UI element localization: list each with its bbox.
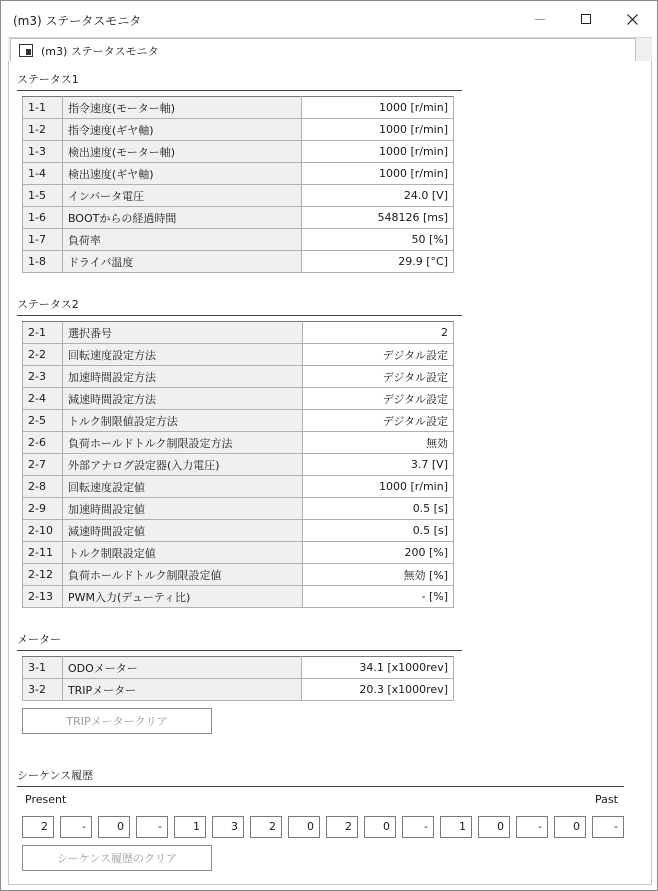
table-row [23,476,454,498]
tab-label: (m3) ステータスモニタ [41,44,159,58]
sequence-history-cell: 2 [22,816,54,838]
sequence-history-cell: 0 [288,816,320,838]
status2-title: ステータス2 [17,298,79,311]
item-value: 20.3 [x1000rev] [302,679,454,701]
item-value: 1000 [r/min] [302,97,454,119]
item-label: 回転速度設定値 [62,476,302,498]
item-label: ODOメーター [62,657,301,679]
item-value: 24.0 [V] [302,185,454,207]
item-number: 1-5 [23,185,63,207]
meter-title: メーター [17,633,61,646]
table-row [23,520,454,542]
item-value: デジタル設定 [302,388,454,410]
item-number: 1-3 [23,141,63,163]
table-row [23,498,454,520]
status2-rule [17,315,462,316]
present-label: Present [25,793,67,806]
item-number: 2-8 [23,476,63,498]
item-label: トルク制限値設定方法 [62,410,302,432]
table-row [23,679,454,701]
table-row [23,207,454,229]
maximize-icon [581,14,591,24]
sequence-history-cell: - [402,816,434,838]
item-number: 3-2 [23,679,63,701]
item-value: 無効 [302,432,454,454]
sequence-history-cell: 3 [212,816,244,838]
item-label: 加速時間設定方法 [62,366,302,388]
item-label: 指令速度(モーター軸) [62,97,301,119]
item-number: 2-6 [23,432,63,454]
item-value: 50 [%] [302,229,454,251]
close-icon [627,14,638,25]
table-row [23,657,454,679]
item-label: インバータ電圧 [62,185,301,207]
sequence-history-cell: 1 [440,816,472,838]
item-value: 0.5 [s] [302,498,454,520]
item-number: 1-2 [23,119,63,141]
title-bar [1,1,657,37]
sequence-history-cell: - [592,816,624,838]
window-title: (m3) ステータスモニタ [13,14,142,28]
minimize-icon [535,19,545,20]
item-label: 指令速度(ギヤ軸) [62,119,301,141]
item-value: 34.1 [x1000rev] [302,657,454,679]
meter-rule [17,650,462,651]
maximize-button[interactable] [563,1,609,37]
item-label: 負荷ホールドトルク制限設定値 [62,564,302,586]
item-label: 選択番号 [62,322,302,344]
item-value: デジタル設定 [302,344,454,366]
sequence-history-clear-button[interactable]: シーケンス履歴のクリア [22,845,212,871]
sequence-history-cell: - [60,816,92,838]
minimize-button[interactable] [517,1,563,37]
item-number: 1-8 [23,251,63,273]
item-value: デジタル設定 [302,410,454,432]
item-label: 回転速度設定方法 [62,344,302,366]
item-label: PWM入力(デューティ比) [62,586,302,608]
status1-table [22,96,454,273]
item-label: 負荷ホールドトルク制限設定方法 [62,432,302,454]
tab-bar [8,37,652,61]
item-label: BOOTからの経過時間 [62,207,301,229]
sequence-history-cell: 2 [326,816,358,838]
table-row [23,141,454,163]
table-row [23,97,454,119]
item-value: 1000 [r/min] [302,119,454,141]
item-number: 2-4 [23,388,63,410]
sequence-history-cell: 1 [174,816,206,838]
item-number: 2-10 [23,520,63,542]
sequence-history-cell: 0 [554,816,586,838]
item-label: TRIPメーター [62,679,301,701]
sequence-history-cell: 0 [98,816,130,838]
item-value: デジタル設定 [302,366,454,388]
table-row [23,344,454,366]
item-label: 負荷率 [62,229,301,251]
item-label: 減速時間設定値 [62,520,302,542]
item-value: 200 [%] [302,542,454,564]
past-label: Past [595,793,618,806]
item-number: 2-5 [23,410,63,432]
sequence-history-cell: - [136,816,168,838]
item-number: 1-6 [23,207,63,229]
table-row [23,366,454,388]
table-row [23,454,454,476]
item-value: - [%] [302,586,454,608]
status1-rule [17,90,462,91]
item-number: 1-7 [23,229,63,251]
item-value: 2 [302,322,454,344]
table-row [23,229,454,251]
table-row [23,119,454,141]
item-number: 2-9 [23,498,63,520]
table-row [23,322,454,344]
item-number: 2-1 [23,322,63,344]
item-number: 1-4 [23,163,63,185]
item-number: 2-12 [23,564,63,586]
sequence-history-cell: 0 [364,816,396,838]
sequence-history-cell: 0 [478,816,510,838]
monitor-icon [19,44,33,57]
sequence-history-cell: - [516,816,548,838]
sequence-title: シーケンス履歴 [17,769,94,782]
table-row [23,564,454,586]
item-number: 2-13 [23,586,63,608]
table-row [23,586,454,608]
status1-title: ステータス1 [17,73,79,86]
table-row [23,388,454,410]
item-label: 検出速度(モーター軸) [62,141,301,163]
item-number: 2-2 [23,344,63,366]
table-row [23,432,454,454]
item-label: ドライバ温度 [62,251,301,273]
item-value: 3.7 [V] [302,454,454,476]
item-value: 1000 [r/min] [302,163,454,185]
item-label: 外部アナログ設定器(入力電圧) [62,454,302,476]
trip-meter-clear-button[interactable]: TRIPメータークリア [22,708,212,734]
item-label: 減速時間設定方法 [62,388,302,410]
close-button[interactable] [609,1,655,37]
item-value: 1000 [r/min] [302,141,454,163]
item-value: 548126 [ms] [302,207,454,229]
status2-table [22,321,454,608]
item-number: 1-1 [23,97,63,119]
tab-status-monitor[interactable] [10,38,636,62]
item-label: 検出速度(ギヤ軸) [62,163,301,185]
item-value: 29.9 [°C] [302,251,454,273]
table-row [23,410,454,432]
item-label: トルク制限設定値 [62,542,302,564]
table-row [23,163,454,185]
item-label: 加速時間設定値 [62,498,302,520]
item-value: 無効 [%] [302,564,454,586]
sequence-rule [17,786,624,787]
meter-table [22,656,454,701]
item-number: 2-7 [23,454,63,476]
item-number: 2-3 [23,366,63,388]
table-row [23,251,454,273]
item-value: 0.5 [s] [302,520,454,542]
table-row [23,185,454,207]
table-row [23,542,454,564]
item-value: 1000 [r/min] [302,476,454,498]
sequence-history-cell: 2 [250,816,282,838]
item-number: 2-11 [23,542,63,564]
item-number: 3-1 [23,657,63,679]
